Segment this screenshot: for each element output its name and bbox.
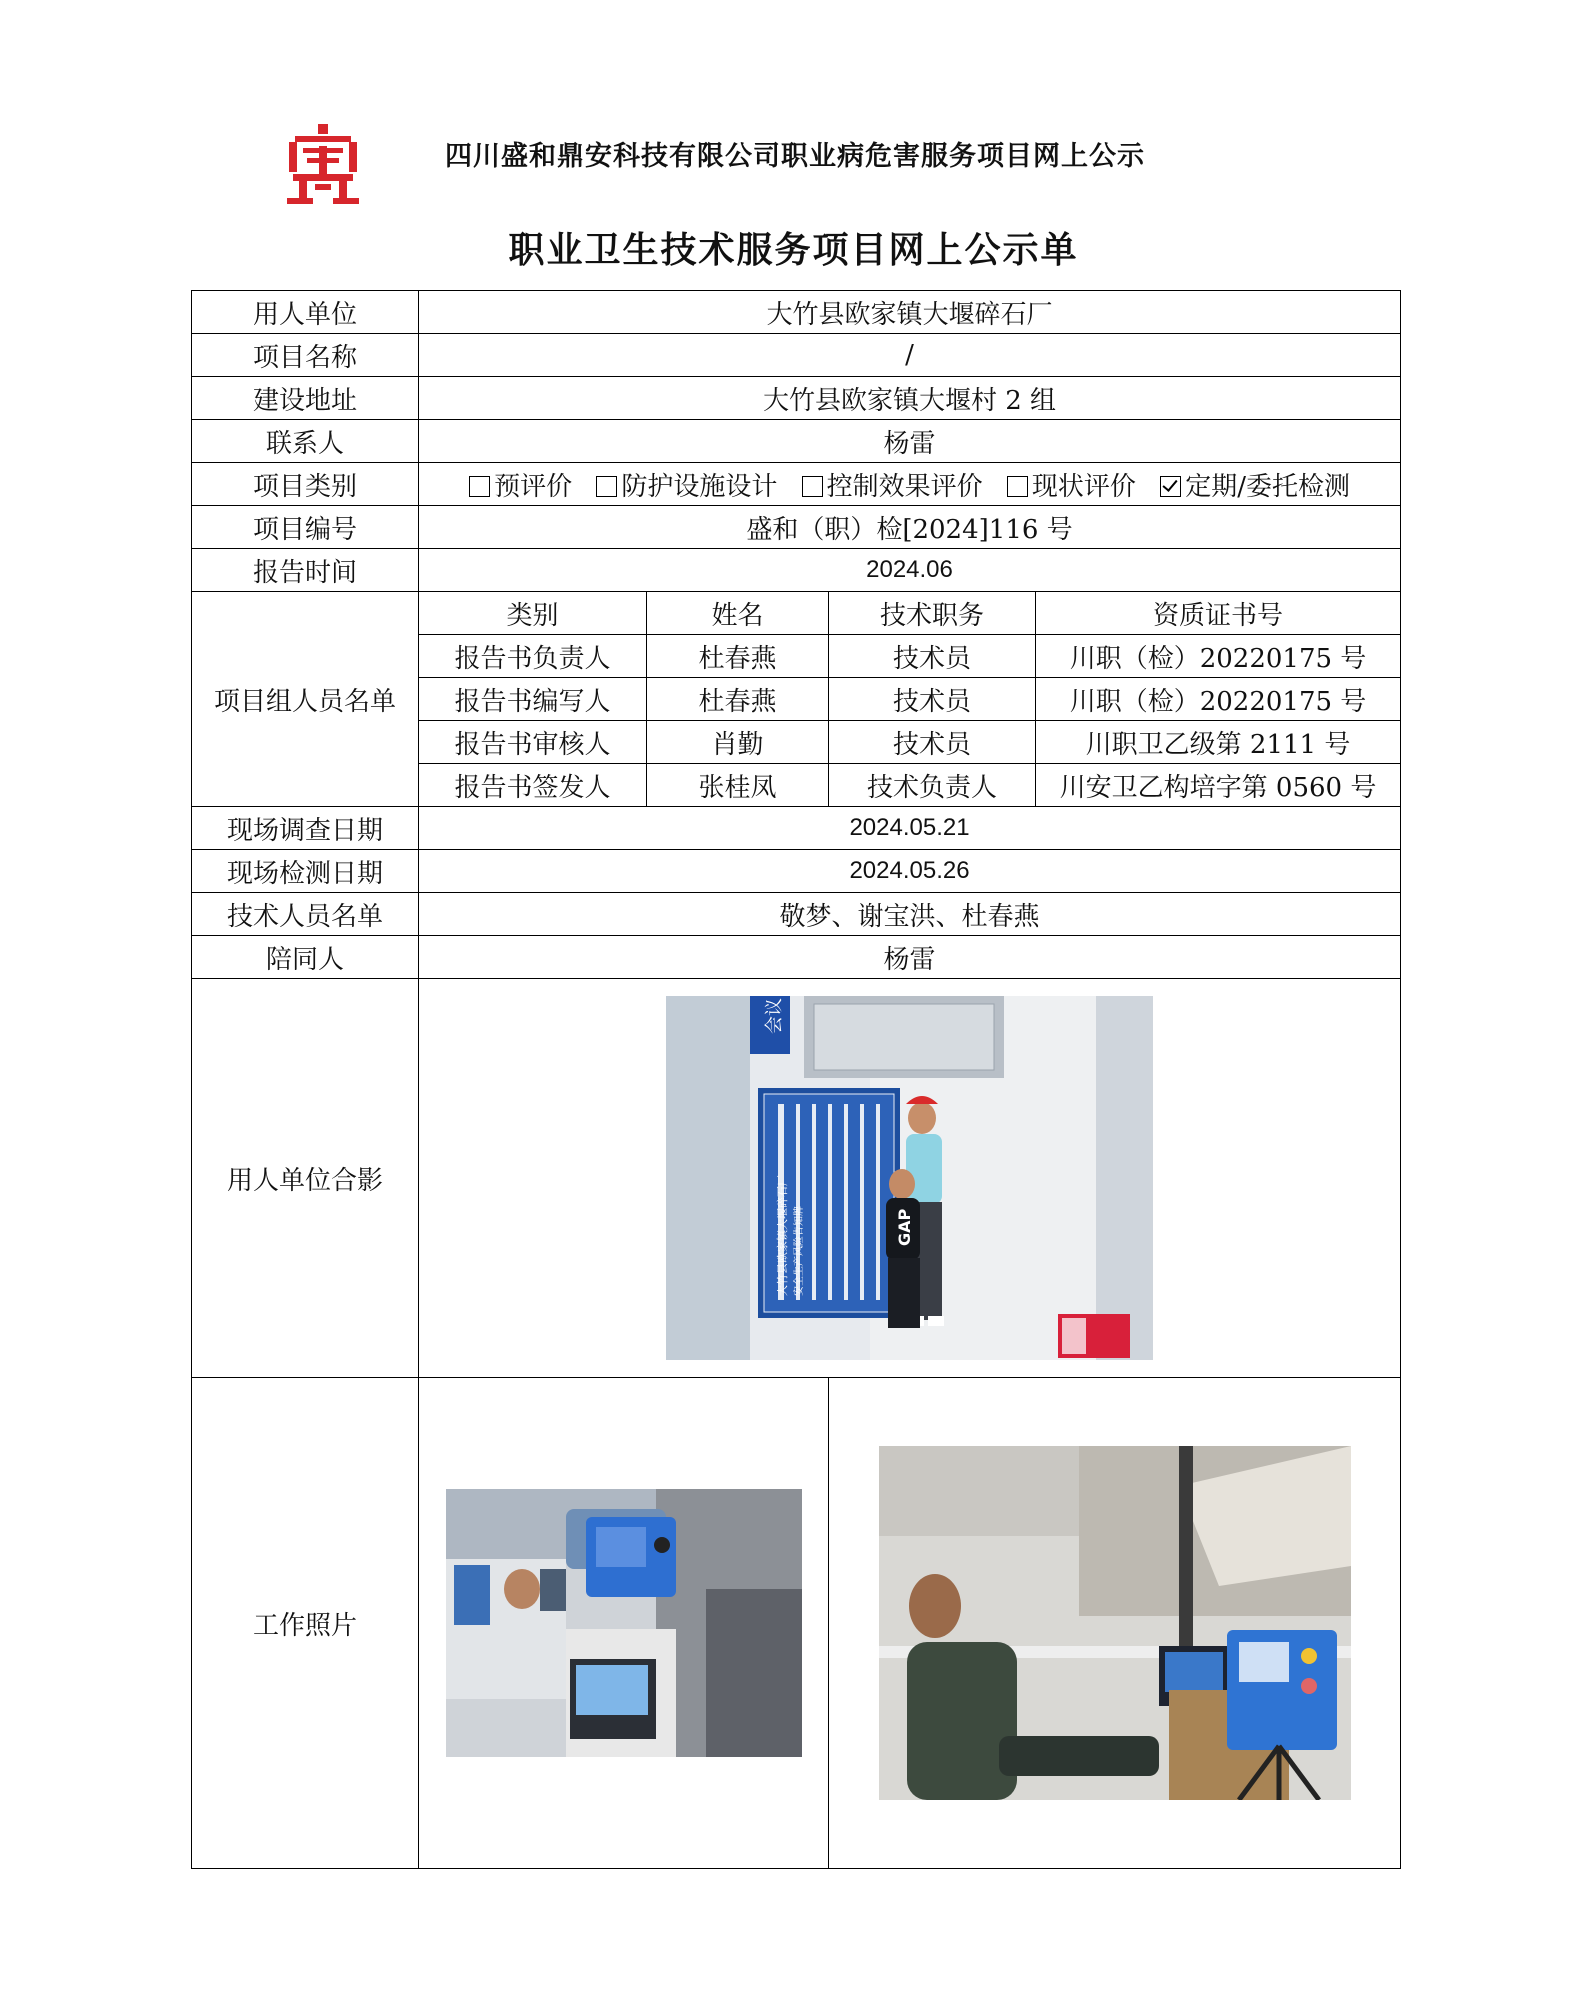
label-category: 项目类别 [192,463,419,506]
value-test-date: 2024.05.26 [419,850,1401,893]
row-project-no [192,506,1401,549]
value-project-name: / [419,334,1401,377]
category-option-control-evaluation: 控制效果评价 [802,466,983,503]
label-technicians: 技术人员名单 [192,893,419,936]
shirt-logo: GAP [895,1208,914,1246]
label-test-date: 现场检测日期 [192,850,419,893]
company-title: 四川盛和鼎安科技有限公司职业病危害服务项目网上公示 [445,141,1145,172]
row-escort [192,936,1401,979]
value-category [419,463,1401,506]
label-team: 项目组人员名单 [192,592,419,807]
label-survey-date: 现场调查日期 [192,807,419,850]
team-header-certificate: 资质证书号 [1036,592,1401,635]
checkbox-icon [802,476,823,497]
category-option-periodic-testing: 定期/委托检测 [1160,466,1350,503]
checkbox-icon [1007,476,1028,497]
row-project-name [192,334,1401,377]
checkbox-checked-icon [1160,476,1181,497]
member-certificate: 川职卫乙级第 2111 号 [1036,721,1401,764]
value-address: 大竹县欧家镇大堰村 2 组 [419,377,1401,420]
category-option-pre-evaluation: 预评价 [469,466,572,503]
work-photo-1 [446,1489,802,1757]
value-report-time: 2024.06 [419,549,1401,592]
member-role: 报告书审核人 [419,721,647,764]
notice-table [191,290,1401,1869]
document-title: 职业卫生技术服务项目网上公示单 [508,230,1079,271]
value-project-no: 盛和（职）检[2024]116 号 [419,506,1401,549]
value-survey-date: 2024.05.21 [419,807,1401,850]
notice-board-subtitle: 安全生产风险告知牌 [794,1206,805,1296]
page-header [285,122,1305,212]
row-technicians [192,893,1401,936]
team-header-row [192,592,1401,635]
member-role: 报告书编写人 [419,678,647,721]
member-name: 杜春燕 [647,678,829,721]
value-escort: 杨雷 [419,936,1401,979]
row-category [192,463,1401,506]
checkbox-icon [596,476,617,497]
work-photo-cell-1 [419,1378,829,1869]
label-project-no: 项目编号 [192,506,419,549]
row-report-time [192,549,1401,592]
member-certificate: 川职（检）20220175 号 [1036,678,1401,721]
value-contact: 杨雷 [419,420,1401,463]
row-contact [192,420,1401,463]
member-name: 杜春燕 [647,635,829,678]
label-escort: 陪同人 [192,936,419,979]
label-contact: 联系人 [192,420,419,463]
row-test-date [192,850,1401,893]
checkbox-icon [469,476,490,497]
row-work-photos [192,1378,1401,1869]
value-group-photo [419,979,1401,1378]
row-group-photo [192,979,1401,1378]
label-address: 建设地址 [192,377,419,420]
label-report-time: 报告时间 [192,549,419,592]
value-technicians: 敬梦、谢宝洪、杜春燕 [419,893,1401,936]
company-logo-icon [285,122,361,206]
notice-board-title: 大竹县欧家镇大堰碎石厂 [776,1175,789,1296]
member-role: 报告书负责人 [419,635,647,678]
label-work-photos: 工作照片 [192,1378,419,1869]
category-option-protection-design: 防护设施设计 [596,466,777,503]
member-name: 张桂凤 [647,764,829,807]
member-certificate: 川职（检）20220175 号 [1036,635,1401,678]
work-photo-2 [879,1446,1351,1800]
member-title: 技术员 [829,678,1036,721]
member-title: 技术负责人 [829,764,1036,807]
value-employer: 大竹县欧家镇大堰碎石厂 [419,291,1401,334]
row-address [192,377,1401,420]
label-employer: 用人单位 [192,291,419,334]
label-project-name: 项目名称 [192,334,419,377]
member-title: 技术员 [829,635,1036,678]
work-photo-cell-2 [829,1378,1401,1869]
team-header-name: 姓名 [647,592,829,635]
member-name: 肖勤 [647,721,829,764]
category-option-status-evaluation: 现状评价 [1007,466,1136,503]
team-header-role: 类别 [419,592,647,635]
label-group-photo: 用人单位合影 [192,979,419,1378]
member-role: 报告书签发人 [419,764,647,807]
member-title: 技术员 [829,721,1036,764]
meeting-room-sign: 会议 [764,998,785,1034]
row-survey-date [192,807,1401,850]
member-certificate: 川安卫乙构培字第 0560 号 [1036,764,1401,807]
group-photo [666,996,1153,1360]
team-header-title: 技术职务 [829,592,1036,635]
row-employer [192,291,1401,334]
